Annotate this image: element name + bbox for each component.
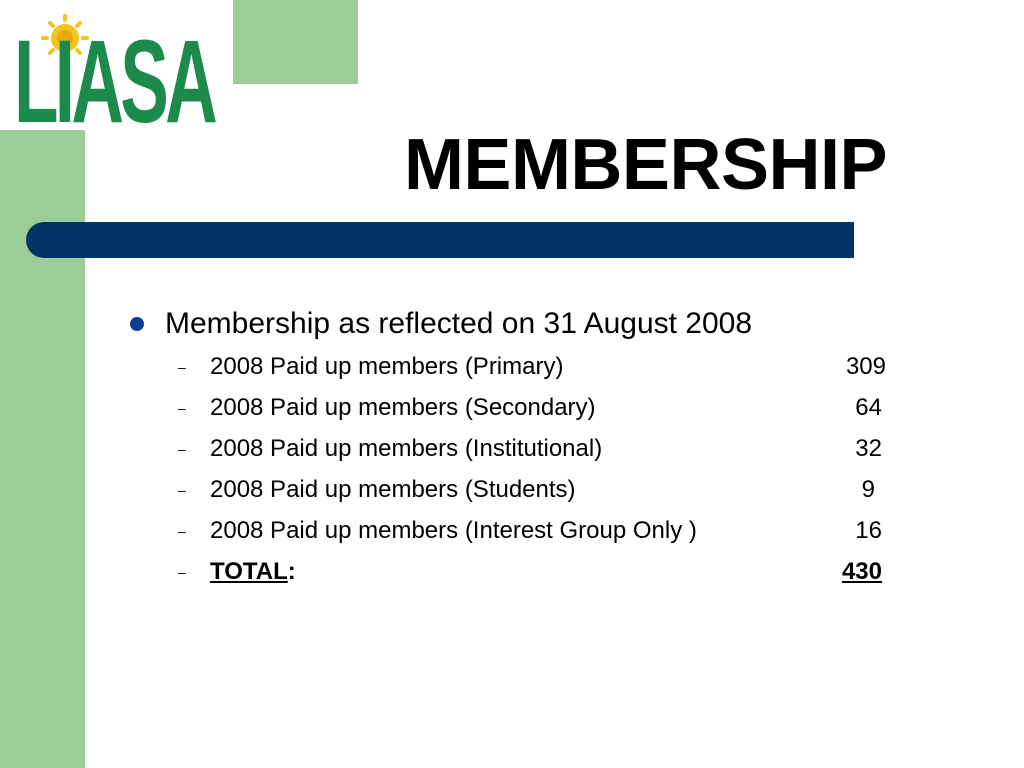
svg-text:LIASA: LIASA — [14, 16, 217, 148]
item-value: 16 — [855, 517, 882, 544]
dash-icon: – — [178, 359, 186, 375]
item-value: 32 — [855, 435, 882, 462]
list-item-primary — [178, 351, 898, 383]
dash-icon: – — [178, 441, 186, 457]
total-label — [210, 556, 296, 588]
top-accent-square — [233, 0, 358, 84]
main-bullet — [130, 305, 752, 343]
list-item-secondary — [178, 392, 898, 424]
item-value: 9 — [861, 476, 875, 503]
item-value: 64 — [855, 394, 882, 421]
dash-icon: – — [178, 523, 186, 539]
bullet-dot-icon — [130, 317, 144, 331]
list-item-students — [178, 474, 898, 506]
item-value: 309 — [845, 353, 886, 380]
liasa-logo — [12, 8, 227, 148]
item-label: 2008 Paid up members (Secondary) — [210, 394, 596, 421]
list-item-interest-group — [178, 515, 898, 547]
list-item-total — [178, 556, 898, 588]
total-colon: : — [287, 558, 296, 585]
main-bullet-text: Membership as reflected on 31 August 2008 — [165, 307, 753, 340]
item-label: 2008 Paid up members (Institutional) — [210, 435, 603, 462]
item-label: 2008 Paid up members (Students) — [210, 476, 576, 503]
dash-icon: – — [178, 564, 186, 580]
title-underline-bar — [26, 222, 854, 258]
item-label: 2008 Paid up members (Primary) — [210, 353, 564, 380]
dash-icon: – — [178, 400, 186, 416]
total-word: TOTAL — [210, 558, 288, 585]
total-value: 430 — [841, 558, 882, 585]
list-item-institutional — [178, 433, 898, 465]
item-label: 2008 Paid up members (Interest Group Only ) — [210, 517, 697, 544]
dash-icon: – — [178, 482, 186, 498]
page-title: MEMBERSHIP — [403, 125, 887, 205]
